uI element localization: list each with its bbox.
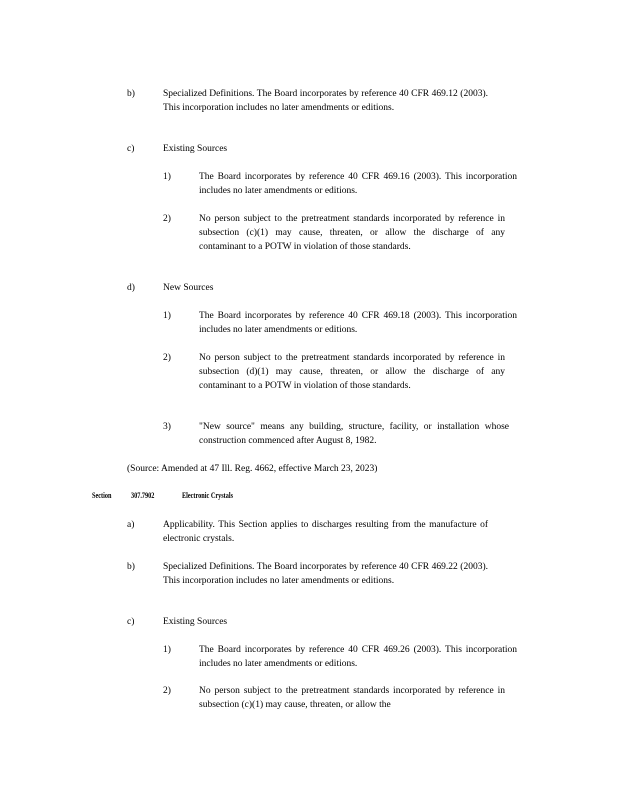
- paragraph-label: 2): [163, 686, 171, 696]
- section-label: Section: [92, 491, 112, 500]
- paragraph-label: 2): [163, 214, 171, 224]
- source-note: (Source: Amended at 47 Ill. Reg. 4662, effective March 23, 2023): [127, 464, 378, 474]
- subsection-label: c): [127, 144, 135, 154]
- paragraph-label: 1): [163, 311, 171, 321]
- subsection-text: Applicability. This Section applies to discharges resulting from the manufacture of electronic crystals.: [163, 520, 488, 544]
- subsection-text: Specialized Definitions. The Board incorporates by reference 40 CFR 469.22 (2003). This incorporation includes no later amendments or editions.: [163, 562, 488, 586]
- paragraph-text: No person subject to the pretreatment standards incorporated by reference in subsection (d)(1) may cause, threaten, or allow the discharge of any contaminant to a POTW in violation of those standards.: [199, 353, 505, 391]
- section-title: Electronic Crystals: [182, 491, 234, 500]
- subsection-title: New Sources: [163, 283, 214, 293]
- subsection-label: c): [127, 617, 135, 627]
- subsection-label: a): [127, 520, 135, 530]
- subsection-label: b): [127, 562, 135, 572]
- subsection-label: b): [127, 89, 135, 99]
- paragraph-label: 2): [163, 353, 171, 363]
- subsection-title: Existing Sources: [163, 617, 228, 627]
- paragraph-text: The Board incorporates by reference 40 CFR 469.26 (2003). This incorporation includes no later amendments or editions.: [199, 645, 517, 669]
- section-number: 307.7902: [131, 491, 155, 500]
- paragraph-text: The Board incorporates by reference 40 CFR 469.18 (2003). This incorporation includes no later amendments or editions.: [199, 311, 517, 335]
- subsection-label: d): [127, 283, 135, 293]
- paragraph-text: "New source" means any building, structure, facility, or installation whose construction commenced after August 8, 1982.: [199, 422, 509, 446]
- paragraph-label: 1): [163, 645, 171, 655]
- paragraph-text: The Board incorporates by reference 40 CFR 469.16 (2003). This incorporation includes no later amendments or editions.: [199, 172, 517, 196]
- paragraph-text: No person subject to the pretreatment standards incorporated by reference in subsection (c)(1) may cause, threaten, or allow the discharge of any contaminant to a POTW in violation of those standards.: [199, 214, 505, 252]
- subsection-title: Existing Sources: [163, 144, 228, 154]
- subsection-text: Specialized Definitions. The Board incorporates by reference 40 CFR 469.12 (2003). This incorporation includes no later amendments or editions.: [163, 89, 488, 113]
- paragraph-label: 1): [163, 172, 171, 182]
- paragraph-text: No person subject to the pretreatment standards incorporated by reference in subsection (c)(1) may cause, threaten, or allow the: [199, 686, 505, 710]
- paragraph-label: 3): [163, 422, 171, 432]
